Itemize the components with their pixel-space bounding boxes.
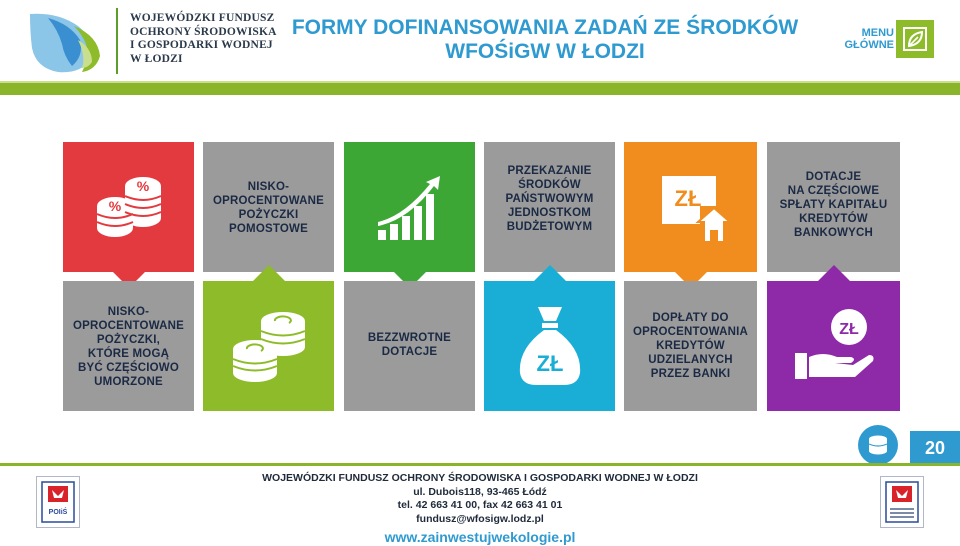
logo-divider	[116, 8, 118, 74]
tile-label-line: POŻYCZKI,	[96, 334, 161, 346]
footer-phone: tel. 42 663 41 00, fax 42 663 41 01	[397, 499, 563, 511]
percent-coins-icon	[93, 170, 165, 242]
tile-label-line: JEDNOSTKOM	[507, 207, 592, 219]
tile-label-line: PRZEKAZANIE	[507, 165, 592, 177]
logo-line: WOJEWÓDZKI FUNDUSZ	[130, 12, 275, 24]
main-menu-label: MENU	[861, 27, 894, 39]
tile-interest-subsidies-label	[624, 311, 757, 381]
tile-label-line: UDZIELANYCH	[648, 354, 733, 366]
money-bag-icon	[514, 303, 586, 387]
tile-bridging-loans[interactable]	[203, 142, 334, 272]
tile-label-line: NISKO-	[247, 181, 290, 193]
svg-text:%: %	[136, 178, 150, 194]
tile-label-line: PRZEZ BANKI	[650, 368, 731, 380]
tile-forgivable-loans-label	[63, 305, 194, 389]
certification-badge	[880, 476, 924, 528]
poiis-badge	[36, 476, 80, 528]
growth-chart-icon	[374, 172, 446, 244]
svg-text:ZŁ: ZŁ	[536, 351, 564, 376]
tile-state-budget-transfers[interactable]	[484, 142, 615, 272]
tile-label-line: DOPŁATY DO	[652, 312, 729, 324]
hand-coin-icon	[793, 305, 877, 385]
page-title-line: WFOŚiGW W ŁODZI	[445, 40, 645, 63]
header-band	[0, 83, 960, 95]
tile-label-line: ŚRODKÓW	[518, 179, 581, 191]
tile-label-line: BANKOWYCH	[793, 227, 874, 239]
zl-house-icon	[654, 166, 730, 248]
tile-recycle-coins-icon-tile[interactable]	[203, 281, 334, 411]
logo-drop-icon	[18, 6, 108, 76]
tile-label-line: OPROCENTOWANE	[212, 195, 324, 207]
tile-growth-icon-tile[interactable]	[344, 142, 475, 272]
svg-text:POIiŚ: POIiŚ	[48, 509, 68, 516]
footer-email[interactable]: fundusz@wfosigw.lodz.pl	[416, 512, 544, 525]
header	[0, 0, 960, 84]
page-number: 20	[910, 431, 960, 465]
tile-label-line: NISKO-	[107, 306, 150, 318]
logo-line: I GOSPODARKI WODNEJ	[130, 39, 273, 51]
tile-forgivable-loans[interactable]	[63, 281, 194, 411]
footer-divider	[0, 463, 960, 466]
leaf-icon	[902, 26, 928, 52]
tile-label-line: BYĆ CZĘŚCIOWO	[78, 362, 179, 374]
page-title-line: FORMY DOFINANSOWANIA ZADAŃ ZE ŚRODKÓW	[291, 16, 799, 39]
footer-org-name: WOJEWÓDZKI FUNDUSZ OCHRONY ŚRODOWISKA I GOSPODARKI WODNEJ W ŁODZI	[262, 472, 698, 484]
svg-text:%: %	[108, 198, 122, 214]
main-menu-label: GŁÓWNE	[844, 39, 894, 51]
tile-low-interest-loans-icon-tile[interactable]	[63, 142, 194, 272]
logo-line: OCHRONY ŚRODOWISKA	[130, 25, 277, 38]
tile-label-line: KTÓRE MOGĄ	[87, 348, 170, 360]
page-coin-badge	[858, 425, 898, 465]
certification-emblem-icon	[884, 480, 920, 524]
tile-label-line: DOTACJE	[805, 171, 862, 183]
svg-text:ZŁ: ZŁ	[674, 186, 702, 211]
eagle-emblem-icon	[40, 480, 76, 524]
tile-label-line: PAŃSTWOWYM	[505, 193, 594, 205]
tile-label-line: KREDYTÓW	[799, 213, 868, 225]
tile-hand-coin-icon-tile[interactable]	[767, 281, 900, 411]
tile-label-line: POMOSTOWE	[229, 223, 308, 235]
tile-non-repayable-grants-label	[344, 331, 475, 359]
main-menu-link[interactable]	[834, 27, 894, 51]
tile-non-repayable-grants[interactable]	[344, 281, 475, 411]
logo-line: W ŁODZI	[130, 52, 183, 65]
tile-label-line: OPROCENTOWANIA	[632, 326, 749, 338]
main-menu-button[interactable]	[896, 20, 934, 58]
logo-text	[130, 12, 280, 66]
tile-label-line: BEZZWROTNE	[367, 332, 452, 344]
tile-label-line: KREDYTÓW	[656, 340, 725, 352]
tile-bridging-loans-label	[203, 180, 334, 236]
coins-icon	[866, 433, 890, 457]
recycle-coins-icon	[229, 309, 309, 385]
tile-label-line: DOTACJE	[381, 346, 438, 358]
tile-state-budget-transfers-label	[484, 164, 615, 234]
tile-label-line: POŻYCZKI	[238, 209, 299, 221]
tile-label-line: NA CZĘŚCIOWE	[787, 185, 880, 197]
footer-website-link[interactable]: www.zainwestujwekologie.pl	[384, 529, 576, 545]
tile-label-line: OPROCENTOWANE	[72, 320, 184, 332]
tile-label-line: SPŁATY KAPITAŁU	[779, 199, 888, 211]
page-title	[290, 16, 800, 64]
tile-money-bag-icon-tile[interactable]	[484, 281, 615, 411]
tile-label-line: UMORZONE	[94, 376, 163, 388]
tile-label-line: BUDŻETOWYM	[506, 221, 593, 233]
tile-interest-subsidies[interactable]	[624, 281, 757, 411]
tile-zl-house-icon-tile[interactable]	[624, 142, 757, 272]
footer-address: ul. Dubois118, 93-465 Łódź	[413, 485, 547, 498]
tile-bank-loan-capital-grants-label	[767, 170, 900, 240]
tile-bank-loan-capital-grants[interactable]	[767, 142, 900, 272]
svg-text:ZŁ: ZŁ	[839, 321, 859, 338]
